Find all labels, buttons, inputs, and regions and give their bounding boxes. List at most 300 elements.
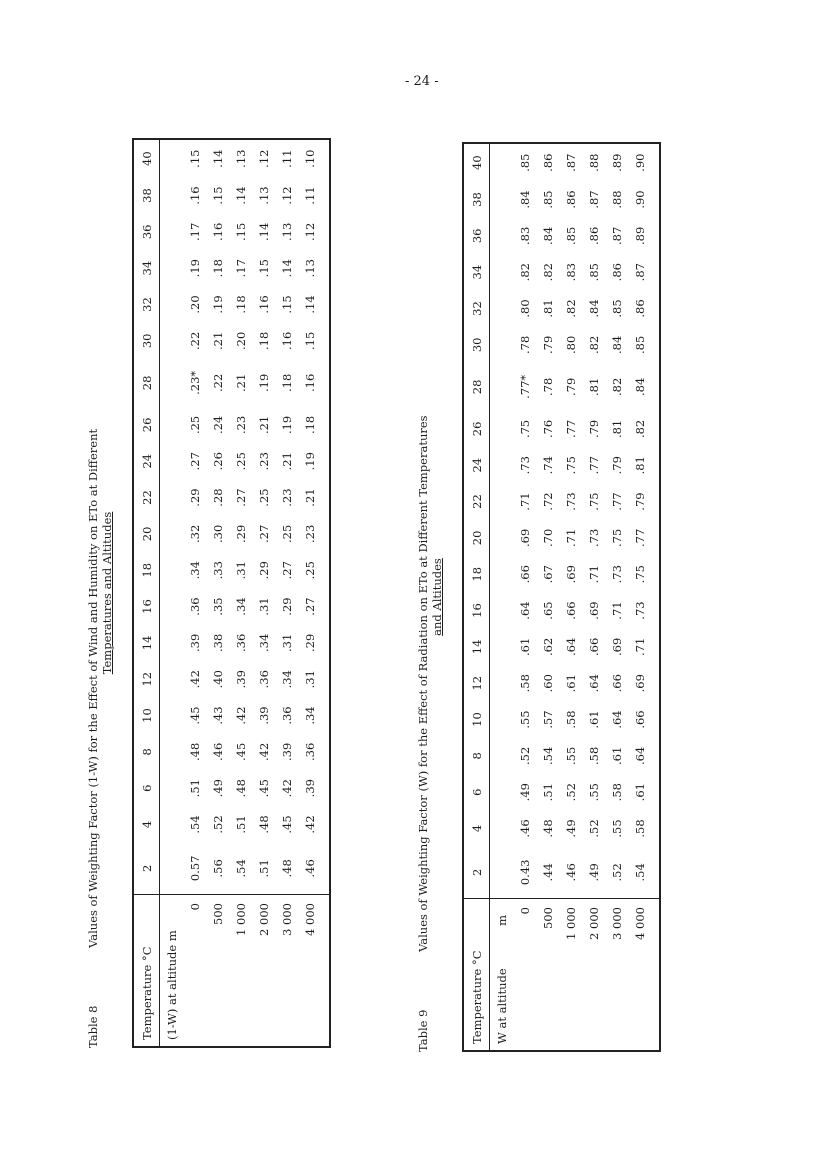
table8-value-cell: .13 [302,259,317,278]
table9-value-cell: .52 [563,783,578,802]
table8-temp-header: 12 [133,661,160,697]
table8-value-cell: .27 [233,488,248,507]
table9-value-cell: .81 [609,419,624,439]
table9-value-cell: .77 [586,456,601,475]
table9-temp-header: 28 [463,363,490,411]
table9-value-cell: .65 [540,601,555,620]
table9-value-cell: .73 [632,601,647,620]
table9-value-cell: .66 [632,710,647,729]
table9-value-cell: .82 [517,263,532,282]
table8-temp-header: 16 [133,588,160,624]
table9-value-cell: .88 [586,153,601,172]
table8-value-cell: .48 [233,779,248,798]
table8-value-cell: .24 [210,415,225,435]
table8-value-cell: .29 [256,561,271,580]
table8-value-cell: .51 [233,815,248,834]
table8-value-cell: .23 [302,524,317,544]
table9-value-cell: .85 [517,153,532,172]
table9-value-cell: .79 [586,419,601,439]
table8-value-cell: .43 [210,706,225,725]
table9-spacer-fill [651,143,660,899]
table9-corner-header: Temperature °C [463,899,490,1052]
table9-temp-header: 16 [463,592,490,628]
table9-value-cell: 0.43 [517,859,532,886]
table8-altitude-cell: 500 [206,895,229,1048]
table9-value-cell: .70 [540,528,555,548]
table9 [462,142,661,1052]
table9-value-cell: .79 [540,335,555,354]
table8-value-cell: .17 [233,259,248,278]
table8-value-cell: .18 [302,415,317,435]
table8-value-cell: .12 [279,186,294,205]
table9-value-cell: .71 [586,565,601,584]
table9-temp-header: 22 [463,483,490,519]
table8-value-cell: .31 [302,670,317,689]
table9-value-cell: .61 [632,783,647,802]
table8-value-cell: .23 [233,415,248,435]
page-number: - 24 - [405,74,439,89]
table9-value-cell: .82 [609,377,624,397]
table9-title [416,152,444,952]
table8-value-cell: .45 [233,742,248,761]
table9-value-cell: .79 [563,377,578,397]
table8-value-cell: .22 [210,373,225,393]
table8-value-cell: .12 [302,222,317,241]
table9-value-cell: .85 [540,190,555,209]
table8-value-cell: .18 [210,259,225,278]
table8-temp-header: 26 [133,407,160,443]
table9-value-cell: .73 [563,492,578,511]
table9-temp-header: 26 [463,411,490,447]
table8-altitude-cell: 3 000 [275,895,298,1048]
table8-value-cell: .51 [187,779,202,798]
table8-value-cell: .34 [279,670,294,689]
table9-caption [412,132,462,1052]
table9-temp-header: 34 [463,254,490,290]
table9-value-cell: .54 [540,746,555,765]
table8-value-cell: .38 [210,633,225,653]
table8-value-cell: .49 [210,779,225,798]
table8-altitude-cell: 0 [183,895,206,1048]
table8-value-cell: .51 [256,859,271,878]
table9-value-cell: .73 [609,565,624,584]
table9-temp-header: 32 [463,290,490,326]
table8-value-cell: .15 [256,259,271,278]
table8-value-cell: .32 [187,524,202,544]
table8-value-cell: .36 [187,597,202,616]
table8-value-cell: .29 [187,488,202,507]
table9-value-cell: .81 [632,456,647,475]
table9-value-cell: .61 [563,674,578,693]
table9-value-cell: .89 [632,226,647,245]
table9-value-cell: .75 [632,565,647,584]
table8-value-cell: .25 [256,488,271,507]
table9-value-cell: .86 [609,263,624,282]
table8-value-cell: 0.57 [187,855,202,882]
table9-altitude-cell: 500 [536,899,559,1052]
table9-value-cell: .58 [609,783,624,802]
table8-value-cell: .11 [302,186,317,205]
table8-row [275,139,298,1047]
table8-title-line2: Temperatures and Altitudes [100,511,114,675]
table9-value-cell: .55 [586,783,601,802]
table8-value-cell: .48 [187,742,202,761]
table9-value-cell: .55 [517,710,532,729]
table8-value-cell: .29 [233,524,248,544]
table8-row [252,139,275,1047]
table8-value-cell: .21 [210,331,225,350]
table8-value-cell: .27 [187,452,202,471]
table8-value-cell: .45 [256,779,271,798]
table8-altitude-cell: 1 000 [229,895,252,1048]
table9-label: Table 9 [416,1009,430,1052]
table8-value-cell: .46 [302,859,317,878]
table9-temp-header: 40 [463,143,490,181]
table8-value-cell: .39 [302,779,317,798]
table9-temp-header: 8 [463,738,490,774]
table8-value-cell: .23 [279,488,294,507]
table8-value-cell: .56 [210,859,225,878]
table9-altitude-cell: 3 000 [605,899,628,1052]
table8-value-cell: .16 [210,222,225,241]
table9-value-cell: .86 [540,153,555,172]
table9-temp-header: 20 [463,520,490,556]
table8-value-cell: .54 [233,859,248,878]
table9-value-cell: .61 [586,710,601,729]
table9-value-cell: .77 [609,492,624,511]
table9-value-cell: .73 [517,456,532,475]
table8-temp-header: 28 [133,359,160,407]
table8-value-cell: .34 [233,597,248,616]
table8-temp-header: 6 [133,770,160,806]
table9-title-line2: and Altitudes [430,558,444,636]
table9-spacer-cell [651,899,660,1052]
table8-row [206,139,229,1047]
table8-value-cell: .10 [302,149,317,168]
table9-value-cell: .78 [540,377,555,397]
table9-value-cell: .64 [609,710,624,729]
table9-value-cell: .87 [586,190,601,209]
table8-value-cell: .16 [302,373,317,393]
table9-value-cell: .84 [632,377,647,397]
table9-temp-header: 6 [463,774,490,810]
table9-value-cell: .84 [609,335,624,354]
table8-value-cell: .14 [302,295,317,314]
table9-row [536,143,559,1051]
table9-temp-header: 24 [463,447,490,483]
table9-altitude-cell: 4 000 [628,899,651,1052]
table8-temp-header: 8 [133,734,160,770]
table9-row [513,143,536,1051]
table8-value-cell: .34 [187,561,202,580]
table8-value-cell: .15 [210,186,225,205]
table8-value-cell: .16 [279,331,294,350]
table9-block [412,132,652,1052]
table8-block [82,128,322,1048]
table8-value-cell: .21 [256,415,271,435]
table9-title-line1: Values of Weighting Factor (W) for the Effect of Radiation on ETo at Different Temperatures [416,415,430,952]
table8-temp-header: 18 [133,552,160,588]
table8-row [298,139,321,1047]
table9-value-cell: .75 [586,492,601,511]
table9-value-cell: .52 [586,819,601,838]
table8-value-cell: .20 [187,295,202,314]
table8-value-cell: .29 [302,633,317,653]
table9-value-cell: .85 [563,226,578,245]
table8-value-cell: .21 [279,452,294,471]
table9-value-cell: .86 [632,299,647,318]
table9-value-cell: .66 [563,601,578,620]
table8-value-cell: .34 [256,633,271,653]
table8-value-cell: .28 [210,488,225,507]
table8-value-cell: .31 [256,597,271,616]
table8-temp-header: 2 [133,843,160,895]
table9-value-cell: .80 [563,335,578,354]
table8-value-cell: .25 [279,524,294,544]
table8-value-cell: .48 [279,859,294,878]
table9-value-cell: .51 [540,783,555,802]
table9-header-row [463,143,490,1051]
table9-value-cell: .79 [632,492,647,511]
table8-value-cell: .25 [187,415,202,435]
table8-value-cell: .18 [256,331,271,350]
table8-value-cell: .19 [187,259,202,278]
table9-value-cell: .52 [609,863,624,882]
table9-value-cell: .57 [540,710,555,729]
table8-value-cell: .23 [256,452,271,471]
table9-temp-header: 2 [463,847,490,899]
table8-value-cell: .15 [187,149,202,168]
table9-value-cell: .52 [517,746,532,765]
table8-temp-header: 20 [133,516,160,552]
table8-spacer-cell [321,895,330,1048]
table8-value-cell: .16 [187,186,202,205]
table9-value-cell: .73 [586,528,601,548]
table9-value-cell: .90 [632,153,647,172]
table8-temp-header: 22 [133,479,160,515]
table8-spacer-fill [321,139,330,895]
table9-altitude-cell: 0 [513,899,536,1052]
table8-temp-header: 4 [133,806,160,842]
table8-value-cell: .29 [279,597,294,616]
table9-value-cell: .69 [517,528,532,548]
table9-value-cell: .58 [632,819,647,838]
table8-value-cell: .19 [302,452,317,471]
table8-altitude-cell: 4 000 [298,895,321,1048]
table9-value-cell: .69 [563,565,578,584]
table9-value-cell: .48 [540,819,555,838]
table8-value-cell: .31 [279,633,294,653]
table9-value-cell: .46 [563,863,578,882]
table9-temp-header: 12 [463,665,490,701]
table8-value-cell: .42 [256,742,271,761]
table8-value-cell: .14 [279,259,294,278]
table8-value-cell: .20 [233,331,248,350]
table9-value-cell: .66 [586,637,601,657]
table8-temp-header: 40 [133,139,160,177]
table8-label-row-fill [160,139,184,895]
table8-title [86,148,114,948]
table9-value-cell: .85 [632,335,647,354]
table9-value-cell: .64 [632,746,647,765]
table8-spacer-row [321,139,330,1047]
table8-value-cell: .12 [256,149,271,168]
table8-value-cell: .42 [279,779,294,798]
table9-row [559,143,582,1051]
table9-value-cell: .82 [563,299,578,318]
table9-value-cell: .69 [586,601,601,620]
table9-value-cell: .81 [586,377,601,397]
table8-value-cell: .33 [210,561,225,580]
table9-temp-header: 36 [463,218,490,254]
table9-value-cell: .78 [517,335,532,354]
table8-value-cell: .13 [279,222,294,241]
table9-value-cell: .82 [540,263,555,282]
table8-label-row [160,139,184,1047]
table8-caption [82,128,132,1048]
table9-value-cell: .44 [540,863,555,882]
table9-value-cell: .77 [563,419,578,439]
table8-row-label [160,895,184,1048]
table9-row-label [490,899,514,1052]
table9-temp-header: 14 [463,629,490,665]
table9-value-cell: .69 [609,637,624,657]
table9-temp-header: 18 [463,556,490,592]
table9-label-row [490,143,514,1051]
table8-value-cell: .45 [187,706,202,725]
table9-altitude-cell: 2 000 [582,899,605,1052]
table8-value-cell: .25 [233,452,248,471]
table9-value-cell: .82 [586,335,601,354]
table9-value-cell: .87 [632,263,647,282]
table9-value-cell: .83 [563,263,578,282]
table8-temp-header: 10 [133,697,160,733]
table9-value-cell: .55 [609,819,624,838]
table9-value-cell: .79 [609,456,624,475]
table8-value-cell: .35 [210,597,225,616]
table9-label-row-fill [490,143,514,899]
table8-row [183,139,206,1047]
table9-value-cell: .83 [517,226,532,245]
table8-row [229,139,252,1047]
table8-value-cell: .21 [233,373,248,393]
table9-value-cell: .84 [586,299,601,318]
table9-value-cell: .46 [517,819,532,838]
table9-spacer-row [651,143,660,1051]
table8-value-cell: .14 [210,149,225,168]
table9-value-cell: .49 [563,819,578,838]
table9-value-cell: .77 [632,528,647,548]
table9-value-cell: .71 [563,528,578,548]
table9-value-cell: .66 [609,674,624,693]
table8-value-cell: .36 [279,706,294,725]
table9-temp-header: 30 [463,327,490,363]
table8-value-cell: .40 [210,670,225,689]
table9-value-cell: .82 [632,419,647,439]
table8-title-line1: Values of Weighting Factor (1-W) for the Effect of Wind and Humidity on ETo at Different [86,428,100,948]
table8-value-cell: .30 [210,524,225,544]
table8-row-label-text: (1-W) at altitude m [164,930,179,1040]
table8-value-cell: .42 [233,706,248,725]
table9-value-cell: .54 [632,863,647,882]
table8-header-row [133,139,160,1047]
table8-temp-header: 38 [133,177,160,213]
table9-row [628,143,651,1051]
table8-label: Table 8 [86,1005,100,1048]
table9-value-cell: .87 [563,153,578,172]
table9-value-cell: .90 [632,190,647,209]
table8-value-cell: .17 [187,222,202,241]
table9-value-cell: .71 [609,601,624,620]
table8-value-cell: .15 [302,331,317,350]
table9-value-cell: .75 [609,528,624,548]
table9-row [605,143,628,1051]
table8-value-cell: .16 [256,295,271,314]
table9-value-cell: .61 [517,637,532,657]
table9-value-cell: .77* [517,374,532,399]
table8-value-cell: .42 [302,815,317,834]
table9-value-cell: .84 [517,190,532,209]
table9-value-cell: .60 [540,674,555,693]
table9-value-cell: .55 [563,746,578,765]
table9-value-cell: .58 [563,710,578,729]
table9-value-cell: .86 [563,190,578,209]
table9-value-cell: .64 [586,674,601,693]
table8-value-cell: .27 [279,561,294,580]
table9-value-cell: .49 [586,863,601,882]
table8-value-cell: .22 [187,331,202,350]
table9-value-cell: .80 [517,299,532,318]
table9-value-cell: .76 [540,419,555,439]
table8-value-cell: .19 [210,295,225,314]
table8-altitude-cell: 2 000 [252,895,275,1048]
table8-value-cell: .45 [279,815,294,834]
table8-value-cell: .18 [279,373,294,393]
table9-value-cell: .75 [563,456,578,475]
table9-unit: m [494,915,509,926]
table8-value-cell: .36 [233,633,248,653]
table8-value-cell: .36 [302,742,317,761]
table8-value-cell: .14 [256,222,271,241]
table9-value-cell: .86 [586,226,601,245]
table8-value-cell: .27 [302,597,317,616]
table8-value-cell: .13 [256,186,271,205]
table9-row-label-text: W at altitude [494,968,509,1044]
table8-value-cell: .14 [233,186,248,205]
table8-temp-header: 14 [133,625,160,661]
table8-value-cell: .39 [256,706,271,725]
table9-row [582,143,605,1051]
table8-value-cell: .15 [279,295,294,314]
table8-corner-header: Temperature °C [133,895,160,1048]
table9-value-cell: .67 [540,565,555,584]
table8-value-cell: .31 [233,561,248,580]
table8-value-cell: .21 [302,488,317,507]
table9-value-cell: .81 [540,299,555,318]
table8-value-cell: .27 [256,524,271,544]
table9-value-cell: .69 [632,674,647,693]
table9-value-cell: .58 [586,746,601,765]
table9-value-cell: .85 [609,299,624,318]
table8-value-cell: .52 [210,815,225,834]
table9-value-cell: .84 [540,226,555,245]
table8-value-cell: .23* [187,370,202,395]
table9-temp-header: 4 [463,810,490,846]
table9-value-cell: .58 [517,674,532,693]
table8-value-cell: .15 [233,222,248,241]
table8-value-cell: .54 [187,815,202,834]
table9-value-cell: .74 [540,456,555,475]
